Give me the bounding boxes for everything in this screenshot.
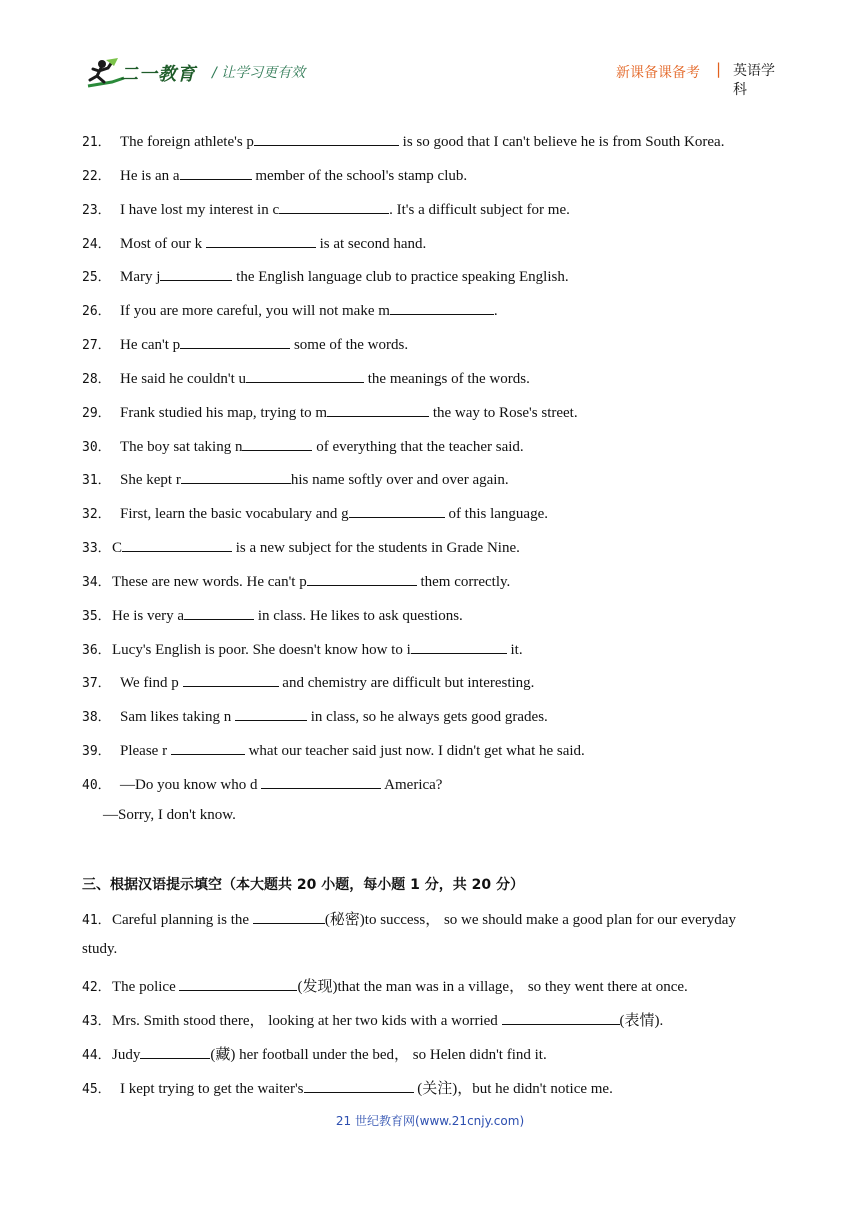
answer-blank[interactable] xyxy=(304,1077,414,1093)
header-slogan: / 让学习更有效 xyxy=(212,65,306,81)
answer-blank[interactable] xyxy=(180,333,290,349)
answer-blank[interactable] xyxy=(242,435,312,451)
question-32: 32． First, learn the basic vocabulary and g of this language. xyxy=(82,502,548,525)
question-37: 37． We find p and chemistry are difficult but interesting. xyxy=(82,671,534,694)
question-43: 43．Mrs. Smith stood there， looking at her two kids with a worried (表情). xyxy=(82,1009,663,1032)
question-41-continuation: study. xyxy=(82,941,118,957)
page-footer: 21 世纪教育网(www.21cnjy.com) xyxy=(335,1114,525,1128)
logo-text: 二一教育 xyxy=(120,64,196,85)
answer-blank[interactable] xyxy=(327,401,429,417)
question-24: 24． Most of our k is at second hand. xyxy=(82,232,426,255)
question-42: 42．The police (发现)that the man was in a village， so they went there at once. xyxy=(82,975,688,998)
answer-blank[interactable] xyxy=(122,536,232,552)
question-26: 26． If you are more careful, you will not make m . xyxy=(82,299,498,322)
question-36: 36．Lucy's English is poor. She doesn't know how to i it. xyxy=(82,638,523,661)
header-course-label: 新课备课备考 xyxy=(616,65,700,81)
answer-blank[interactable] xyxy=(184,604,254,620)
answer-blank[interactable] xyxy=(411,638,507,654)
question-44: 44．Judy (藏) her football under the bed， so Helen didn't find it. xyxy=(82,1043,547,1066)
answer-blank[interactable] xyxy=(261,773,381,789)
answer-blank[interactable] xyxy=(307,570,417,586)
question-38: 38． Sam likes taking n in class, so he always gets good grades. xyxy=(82,705,548,728)
question-35: 35．He is very a in class. He likes to ask questions. xyxy=(82,604,463,627)
answer-blank[interactable] xyxy=(279,198,389,214)
question-39: 39． Please r what our teacher said just now. I didn't get what he said. xyxy=(82,739,585,762)
header-separator: | xyxy=(716,60,722,78)
answer-blank[interactable] xyxy=(183,671,279,687)
question-21: 21． The foreign athlete's p is so good that I can't believe he is from South Korea. xyxy=(82,130,724,153)
answer-blank[interactable] xyxy=(349,502,445,518)
page-header xyxy=(0,0,860,110)
question-29: 29． Frank studied his map, trying to m the way to Rose's street. xyxy=(82,401,578,424)
header-subject: 英语学科 xyxy=(733,63,775,98)
question-25: 25． Mary j the English language club to practice speaking English. xyxy=(82,265,569,288)
question-40: 40． —Do you know who d America? xyxy=(82,773,442,796)
question-31: 31． She kept r his name softly over and over again. xyxy=(82,468,509,491)
answer-blank[interactable] xyxy=(179,975,297,991)
answer-blank[interactable] xyxy=(171,739,245,755)
question-27: 27． He can't p some of the words. xyxy=(82,333,408,356)
question-28: 28． He said he couldn't u the meanings of the words. xyxy=(82,367,530,390)
question-40-reply: —Sorry, I don't know. xyxy=(103,807,236,823)
question-41: 41．Careful planning is the (秘密)to success， so we should make a good plan for our everyday xyxy=(82,908,736,931)
answer-blank[interactable] xyxy=(254,130,399,146)
answer-blank[interactable] xyxy=(235,705,307,721)
answer-blank[interactable] xyxy=(140,1043,210,1059)
section-title: 三、根据汉语提示填空（本大题共 20 小题，每小题 1 分，共 20 分） xyxy=(82,877,524,893)
question-33: 33．C is a new subject for the students in Grade Nine. xyxy=(82,536,520,559)
answer-blank[interactable] xyxy=(181,468,291,484)
question-30: 30． The boy sat taking n of everything that the teacher said. xyxy=(82,435,524,458)
question-45: 45． I kept trying to get the waiter's (关注)，but he didn't notice me. xyxy=(82,1077,613,1100)
answer-blank[interactable] xyxy=(246,367,364,383)
answer-blank[interactable] xyxy=(160,265,232,281)
question-22: 22． He is an a member of the school's stamp club. xyxy=(82,164,467,187)
answer-blank[interactable] xyxy=(180,164,252,180)
answer-blank[interactable] xyxy=(502,1009,620,1025)
answer-blank[interactable] xyxy=(206,232,316,248)
answer-blank[interactable] xyxy=(390,299,494,315)
question-34: 34．These are new words. He can't p them correctly. xyxy=(82,570,510,593)
answer-blank[interactable] xyxy=(253,908,325,924)
question-23: 23． I have lost my interest in c . It's a difficult subject for me. xyxy=(82,198,570,221)
